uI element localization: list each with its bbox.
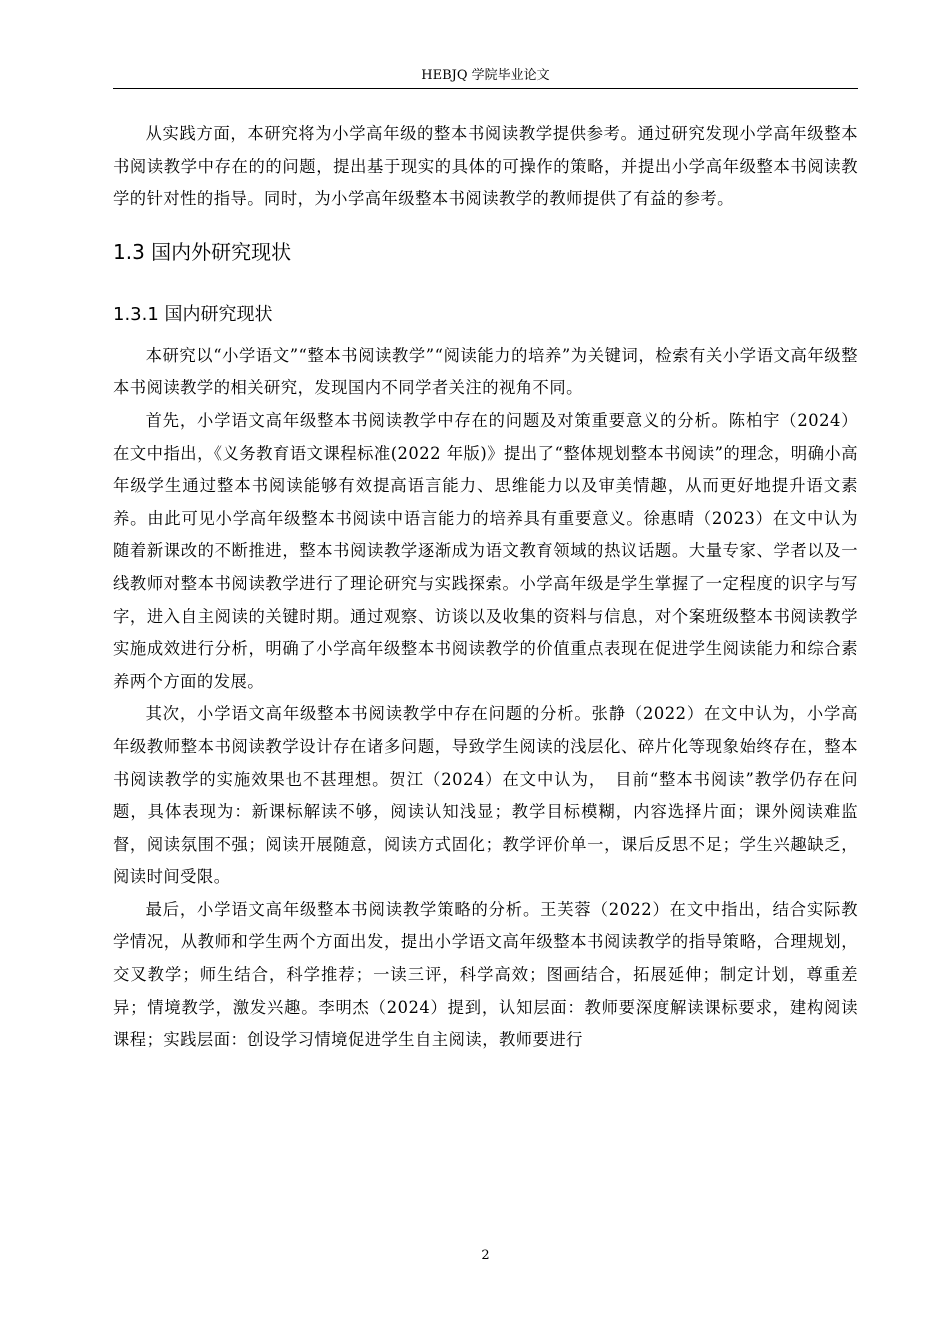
paragraph-second-problems: 其次，小学语文高年级整本书阅读教学中存在问题的分析。张静（2022）在文中认为，小学高年级教师整本书阅读教学设计存在诸多问题，导致学生阅读的浅层化、碎片化等现象始终存在，整本书阅读教学的实施效果也不甚理想。贺江（2024）在文中认为， 目前“整本书阅读”教学仍存在问题，具体表现为：新课标解读不够，阅读认知浅显；教学目标模糊，内容选择片面；课外阅读难监督，阅读氛围不强；阅读开展随意，阅读方式固化；教学评价单一，课后反思不足；学生兴趣缺乏，阅读时间受限。 (113, 704, 858, 887)
paragraph-research-overview: 本研究以“小学语文”“整本书阅读教学”“阅读能力的培养”为关键词，检索有关小学语文高年级整本书阅读教学的相关研究，发现国内不同学者关注的视角不同。 (113, 345, 858, 398)
subsection-heading: 1.3.1 国内研究现状 (113, 303, 273, 325)
header-divider (113, 88, 858, 89)
paragraph-practical-significance: 从实践方面，本研究将为小学高年级的整本书阅读教学提供参考。通过研究发现小学高年级整本书阅读教学中存在的的问题，提出基于现实的具体的可操作的策略，并提出小学高年级整本书阅读教学的针对性的指导。同时，为小学高年级整本书阅读教学的教师提供了有益的参考。 (113, 124, 858, 209)
running-header: HEBJQ 学院毕业论文 (421, 68, 550, 83)
page-body (113, 118, 858, 1057)
section-heading: 1.3 国内外研究现状 (113, 239, 292, 264)
paragraph-third-strategies: 最后，小学语文高年级整本书阅读教学策略的分析。王芙蓉（2022）在文中指出，结合实际教学情况，从教师和学生两个方面出发，提出小学语文高年级整本书阅读教学的指导策略，合理规划，交叉教学；师生结合，科学推荐；一读三评，科学高效；图画结合，拓展延伸；制定计划，尊重差异；情境教学，激发兴趣。李明杰（2024）提到，认知层面：教师要深度解读课标要求，建构阅读课程；实践层面：创设学习情境促进学生自主阅读，教师要进行 (113, 899, 858, 1050)
paragraph-first-significance: 首先，小学语文高年级整本书阅读教学中存在的问题及对策重要意义的分析。陈柏宇（2024）在文中指出，《义务教育语文课程标准(2022 年版)》提出了“整体规划整本书阅读”的理念，明确小高年级学生通过整本书阅读能够有效提高语言能力、思维能力以及审美情趣，从而更好地提升语文素养。由此可见小学高年级整本书阅读中语言能力的培养具有重要意义。徐惠晴（2023）在文中认为随着新课改的不断推进，整本书阅读教学逐渐成为语文教育领域的热议话题。大量专家、学者以及一线教师对整本书阅读教学进行了理论研究与实践探索。小学高年级是学生掌握了一定程度的识字与写字，进入自主阅读的关键时期。通过观察、访谈以及收集的资料与信息，对个案班级整本书阅读教学实施成效进行分析，明确了小学高年级整本书阅读教学的价值重点表现在促进学生阅读能力和综合素养两个方面的发展。 (113, 410, 858, 691)
page-number: 2 (481, 1248, 490, 1263)
